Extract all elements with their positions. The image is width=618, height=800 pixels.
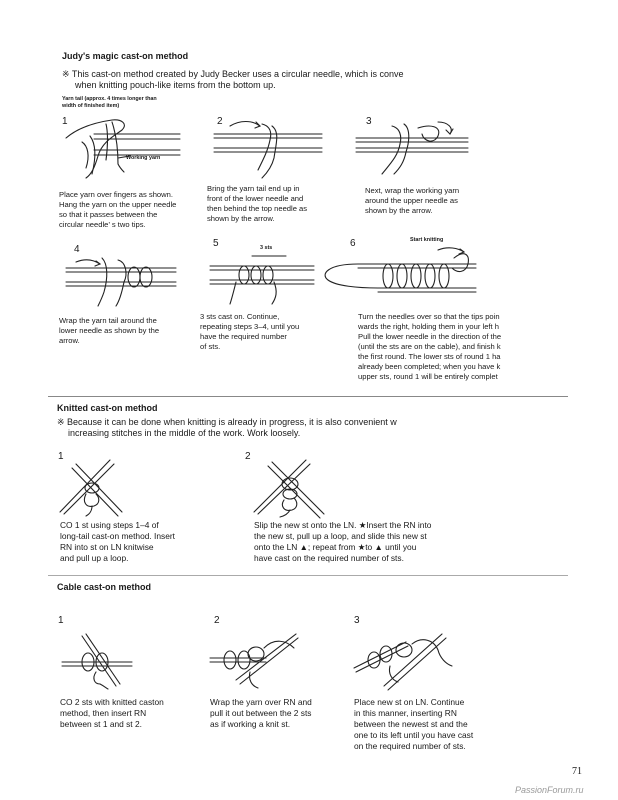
judys-step-1-number: 1 — [62, 116, 68, 127]
judys-step-2-illustration — [210, 118, 325, 180]
cable-step-3-number: 3 — [354, 615, 360, 626]
watermark: PassionForum.ru — [515, 785, 584, 795]
three-sts-label: 3 sts — [260, 245, 273, 251]
yarn-tail-label: Yarn tail (approx. 4 times longer than width of finished item) — [62, 96, 157, 109]
knitted-step-1-number: 1 — [58, 451, 64, 462]
judys-note — [62, 69, 404, 91]
judys-step-4-illustration — [62, 252, 180, 308]
judys-step-3-caption: Next, wrap the working yarn around the upper needle as shown by the arrow. — [365, 186, 460, 215]
cable-step-2-caption: Wrap the yarn over RN and pull it out between the 2 sts as if working a knit st. — [210, 697, 312, 729]
judys-step-3-number: 3 — [366, 116, 372, 127]
section-title-judys: Judy's magic cast-on method — [62, 51, 189, 61]
knitted-step-2-illustration — [250, 456, 332, 518]
judys-note-line1: ※ This cast-on method created by Judy Becker uses a circular needle, which is conve — [62, 69, 404, 79]
cable-step-2-illustration — [206, 628, 302, 690]
judys-step-6-caption: Turn the needles over so that the tips poin wards the right, holding them in your left h Pull the lower needle in the direction of the (until the sts are on the cable), and finish k the first round. The lower sts of round 1 ha already been completed; when you have k upper sts, round 1 will be entirely complet — [358, 312, 502, 381]
judys-step-6-illustration — [318, 244, 480, 306]
working-yarn-label: Working yarn — [126, 155, 161, 161]
knitted-step-1-caption: CO 1 st using steps 1–4 of long-tail cast-on method. Insert RN into st on LN knitwise and pull up a loop. — [60, 520, 175, 563]
cable-step-3-illustration — [350, 628, 454, 692]
cable-step-1-illustration — [56, 628, 138, 690]
judys-step-2-caption: Bring the yarn tail end up in front of the lower needle and then behind the top needle as shown by the arrow. — [207, 184, 308, 223]
judys-step-5-caption: 3 sts cast on. Continue, repeating steps 3–4, until you have the required number of sts. — [200, 312, 300, 351]
judys-step-5-illustration — [206, 252, 318, 306]
cable-step-1-caption: CO 2 sts with knitted caston method, then insert RN between st 1 and st 2. — [60, 697, 164, 729]
cable-step-3-caption: Place new st on LN. Continue in this manner, inserting RN between the newest st and the one to its left until you have cast on the required number of sts. — [354, 697, 474, 751]
cable-step-2-number: 2 — [214, 615, 220, 626]
knitted-step-1-illustration — [56, 456, 128, 518]
knitted-note-line2: increasing stitches in the middle of the work. Work loosely. — [68, 428, 301, 438]
knitted-step-2-caption: Slip the new st onto the LN. ★Insert the RN into the new st, pull up a loop, and slide this new st onto the LN ▲; repeat from ★to ▲ until you have cast on the required number of sts. — [254, 520, 432, 563]
page-number: 71 — [572, 766, 582, 777]
judys-step-5-number: 5 — [213, 238, 219, 249]
knitted-step-2-number: 2 — [245, 451, 251, 462]
section-title-knitted: Knitted cast-on method — [57, 403, 158, 413]
section-divider-1 — [48, 396, 568, 397]
judys-step-2-number: 2 — [217, 116, 223, 127]
judys-note-line2: when knitting pouch-like items from the bottom up. — [75, 80, 276, 90]
judys-step-4-caption: Wrap the yarn tail around the lower needle as shown by the arrow. — [59, 316, 160, 345]
judys-step-6-number: 6 — [350, 238, 356, 249]
knitted-note-line1: ※ Because it can be done when knitting is already in progress, it is also convenient w — [57, 417, 397, 427]
judys-step-1-illustration — [62, 112, 184, 182]
section-divider-2 — [48, 575, 568, 576]
judys-step-4-number: 4 — [74, 244, 80, 255]
cable-step-1-number: 1 — [58, 615, 64, 626]
judys-step-1-caption: Place yarn over fingers as shown. Hang the yarn on the upper needle so that it passes between the circular needle’ s two tips. — [59, 190, 177, 229]
knitted-note — [57, 417, 397, 439]
judys-step-3-illustration — [352, 118, 472, 176]
start-knitting-label: Start knitting — [410, 237, 444, 243]
section-title-cable: Cable cast-on method — [57, 582, 152, 592]
